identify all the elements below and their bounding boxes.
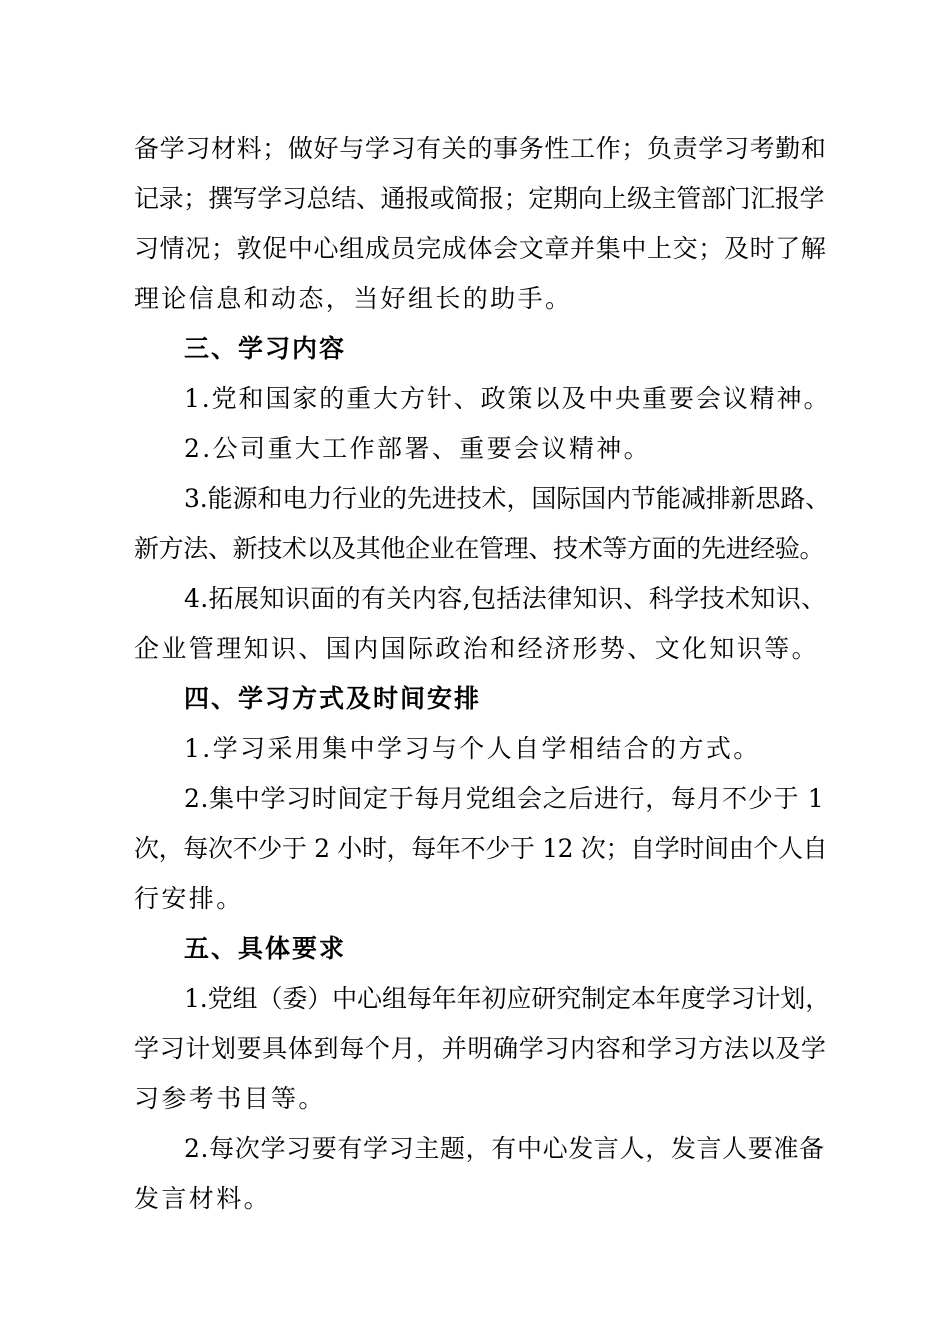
section-heading: 三、学习内容: [184, 334, 347, 363]
paragraph-line: 备学习材料；做好与学习有关的事务性工作；负责学习考勤和: [134, 134, 827, 163]
list-item: 2.每次学习要有学习主题，有中心发言人，发言人要准备: [184, 1134, 825, 1163]
list-item: 4.拓展知识面的有关内容,包括法律知识、科学技术知识、: [184, 584, 827, 613]
section-heading: 四、学习方式及时间安排: [184, 684, 482, 713]
list-item-continuation: 行安排。: [134, 884, 244, 913]
list-item: 1.学习采用集中学习与个人自学相结合的方式。: [184, 734, 761, 763]
paragraph-line: 理论信息和动态，当好组长的助手。: [134, 284, 573, 313]
list-item: 1.党组（委）中心组每年年初应研究制定本年度学习计划，: [184, 984, 831, 1013]
list-item-continuation: 学习计划要具体到每个月，并明确学习内容和学习方法以及学: [134, 1034, 827, 1063]
list-item: 2.集中学习时间定于每月党组会之后进行，每月不少于 1: [184, 784, 825, 813]
list-item: 1.党和国家的重大方针、政策以及中央重要会议精神。: [184, 384, 831, 413]
list-item-continuation: 习参考书目等。: [134, 1084, 326, 1113]
list-item-continuation: 发言材料。: [134, 1184, 272, 1213]
section-heading: 五、具体要求: [184, 934, 347, 963]
list-item-continuation: 企业管理知识、国内国际政治和经济形势、文化知识等。: [134, 634, 820, 663]
list-item-continuation: 新方法、新技术以及其他企业在管理、技术等方面的先进经验。: [134, 534, 825, 563]
list-item-continuation: 次，每次不少于 2 小时，每年不少于 12 次；自学时间由个人自: [134, 834, 828, 863]
list-item: 3.能源和电力行业的先进技术，国际国内节能减排新思路、: [184, 484, 831, 513]
paragraph-line: 记录；撰写学习总结、通报或简报；定期向上级主管部门汇报学: [134, 184, 825, 213]
list-item: 2.公司重大工作部署、重要会议精神。: [184, 434, 652, 463]
paragraph-line: 习情况；敦促中心组成员完成体会文章并集中上交；及时了解: [134, 234, 827, 263]
